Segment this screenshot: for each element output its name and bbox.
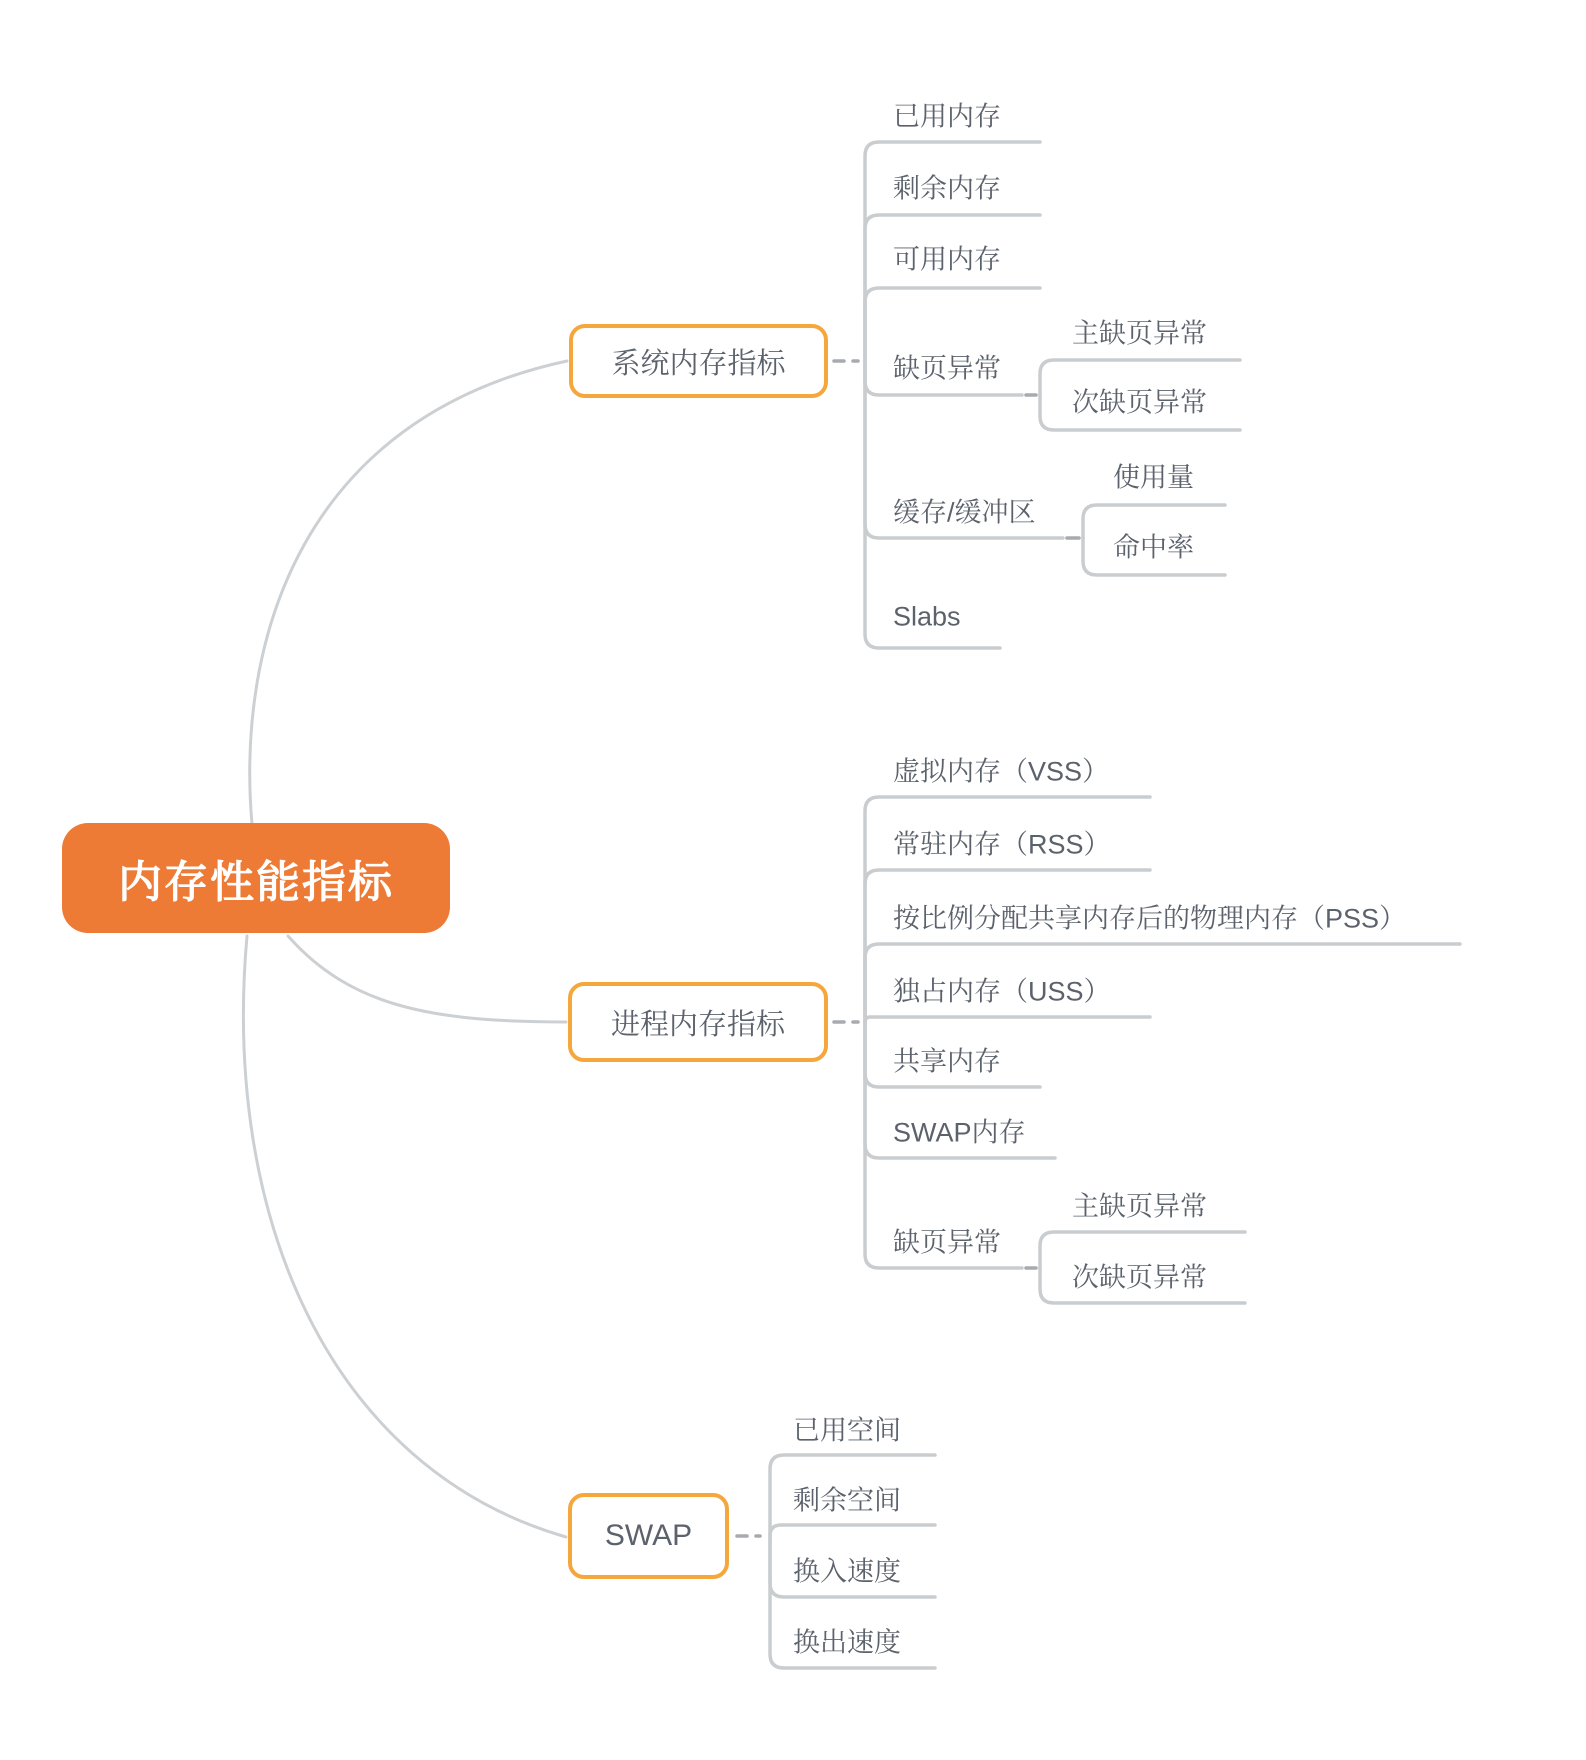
subtopic-proportional-memory-pss[interactable]: 按比例分配共享内存后的物理内存（PSS） bbox=[893, 903, 1407, 934]
subtopic-page-fault-2[interactable]: 缺页异常 bbox=[893, 1227, 1001, 1258]
subtopic-swap-free-space[interactable]: 剩余空间 bbox=[793, 1485, 901, 1516]
subtopic-minor-fault-1[interactable]: 次缺页异常 bbox=[1072, 387, 1207, 418]
subtopic-available-memory[interactable]: 可用内存 bbox=[893, 244, 1001, 275]
subtopic-virtual-memory-vss[interactable]: 虚拟内存（VSS） bbox=[893, 756, 1110, 787]
subtopic-used-memory[interactable]: 已用内存 bbox=[893, 101, 1001, 132]
root-topic[interactable]: 内存性能指标 bbox=[62, 823, 450, 933]
branch-topic-swap[interactable]: SWAP bbox=[568, 1493, 729, 1579]
subtopic-page-fault-1[interactable]: 缺页异常 bbox=[893, 353, 1001, 384]
subtopic-free-memory[interactable]: 剩余内存 bbox=[893, 173, 1001, 204]
subtopic-swap-out-speed[interactable]: 换出速度 bbox=[793, 1627, 901, 1658]
subtopic-major-fault-1[interactable]: 主缺页异常 bbox=[1072, 318, 1207, 349]
subtopic-shared-memory[interactable]: 共享内存 bbox=[893, 1046, 1001, 1077]
curve-root-to-system bbox=[250, 361, 567, 824]
branch-topic-process-memory[interactable]: 进程内存指标 bbox=[568, 982, 828, 1062]
subtopic-resident-memory-rss[interactable]: 常驻内存（RSS） bbox=[893, 829, 1111, 860]
edge-uss bbox=[865, 1017, 1150, 1022]
subtopic-usage[interactable]: 使用量 bbox=[1113, 462, 1194, 493]
curve-root-to-swap bbox=[243, 936, 566, 1537]
branch-topic-system-memory[interactable]: 系统内存指标 bbox=[569, 324, 828, 398]
edge-swap-free bbox=[770, 1525, 935, 1536]
subtopic-slabs[interactable]: Slabs bbox=[893, 601, 961, 632]
subtopic-swap-used-space[interactable]: 已用空间 bbox=[793, 1415, 901, 1446]
subtopic-cache-buffer[interactable]: 缓存/缓冲区 bbox=[893, 497, 1036, 528]
subtopic-swap-memory[interactable]: SWAP内存 bbox=[893, 1117, 1026, 1148]
subtopic-unique-memory-uss[interactable]: 独占内存（USS） bbox=[893, 976, 1111, 1007]
curve-root-to-process bbox=[288, 936, 566, 1022]
subtopic-swap-in-speed[interactable]: 换入速度 bbox=[793, 1556, 901, 1587]
subtopic-major-fault-2[interactable]: 主缺页异常 bbox=[1072, 1191, 1207, 1222]
subtopic-hit-rate[interactable]: 命中率 bbox=[1113, 532, 1194, 563]
subtopic-minor-fault-2[interactable]: 次缺页异常 bbox=[1072, 1262, 1207, 1293]
